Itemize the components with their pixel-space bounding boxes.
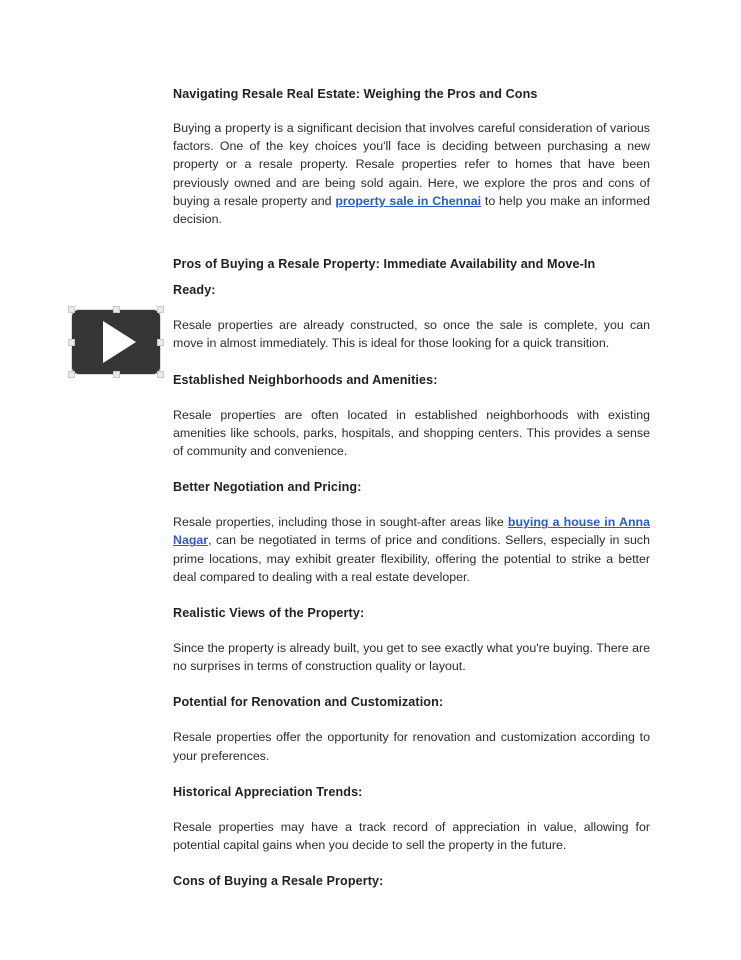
resize-handle-middle-right[interactable] <box>157 339 164 346</box>
section-heading: Better Negotiation and Pricing: <box>173 480 362 495</box>
section-body-part-2: , can be negotiated in terms of price and conditions. Sellers, especially in such prime locations, may exhibit greater flexibility, offering the potential to strike a better deal compared to dealing with a real estate developer. <box>173 533 650 584</box>
section-heading: Established Neighborhoods and Amenities: <box>173 372 438 387</box>
resize-handle-middle-left[interactable] <box>68 339 75 346</box>
document-body <box>173 86 650 907</box>
resize-handle-top-left[interactable] <box>68 306 75 313</box>
section-body-part-1: Resale properties, including those in sought-after areas like <box>173 515 508 530</box>
section-established-neighborhoods <box>173 372 650 461</box>
video-thumbnail[interactable] <box>68 306 164 378</box>
intro-text-part-2: to help you make an informed decision. <box>173 193 650 227</box>
section-heading-line-2: Ready: <box>173 283 216 298</box>
section-pros-immediate-availability <box>173 247 650 352</box>
page-title: Navigating Resale Real Estate: Weighing the Pros and Cons <box>173 87 538 101</box>
section-historical-appreciation <box>173 784 650 854</box>
video-frame[interactable] <box>72 310 160 374</box>
section-heading: Potential for Renovation and Customization: <box>173 695 444 710</box>
section-better-negotiation <box>173 479 650 586</box>
section-heading: Cons of Buying a Resale Property: <box>173 874 384 889</box>
intro-paragraph <box>173 119 650 228</box>
play-icon[interactable] <box>103 321 136 363</box>
section-heading: Realistic Views of the Property: <box>173 606 365 621</box>
resize-handle-bottom-center[interactable] <box>113 371 120 378</box>
resize-handle-bottom-left[interactable] <box>68 371 75 378</box>
resize-handle-top-center[interactable] <box>113 306 120 313</box>
section-realistic-views <box>173 605 650 675</box>
link-buying-a-house-in-anna-nagar[interactable]: buying a house in Anna Nagar <box>173 515 650 548</box>
section-body: Resale properties are often located in established neighborhoods with existing amenities like schools, parks, hospitals, and shopping centers. This provides a sense of community and convenience. <box>173 407 650 459</box>
section-heading-line-1: Pros of Buying a Resale Property: Immediate Availability and Move-In <box>173 257 596 272</box>
section-body <box>173 513 650 586</box>
section-cons-of-buying <box>173 873 650 890</box>
section-heading: Historical Appreciation Trends: <box>173 784 363 799</box>
resize-handle-bottom-right[interactable] <box>157 371 164 378</box>
section-body: Resale properties may have a track record of appreciation in value, allowing for potential capital gains when you decide to sell the property in the future. <box>173 819 650 853</box>
link-property-sale-in-chennai[interactable]: property sale in Chennai <box>335 193 482 208</box>
section-body: Resale properties offer the opportunity for renovation and customization according to your preferences. <box>173 730 650 763</box>
resize-handle-top-right[interactable] <box>157 306 164 313</box>
section-body: Resale properties are already constructed, so once the sale is complete, you can move in almost immediately. This is ideal for those looking for a quick transition. <box>173 318 650 351</box>
section-potential-renovation <box>173 694 650 764</box>
section-body: Since the property is already built, you get to see exactly what you're buying. There are no surprises in terms of construction quality or layout. <box>173 641 650 674</box>
intro-text-part-1: Buying a property is a significant decision that involves careful consideration of various factors. One of the key choices you'll face is deciding between purchasing a new property or a resale property. Resale properties refer to homes that have been previously owned and are being sold again. Here, we explore the pros and cons of buying a resale property and <box>173 121 650 208</box>
